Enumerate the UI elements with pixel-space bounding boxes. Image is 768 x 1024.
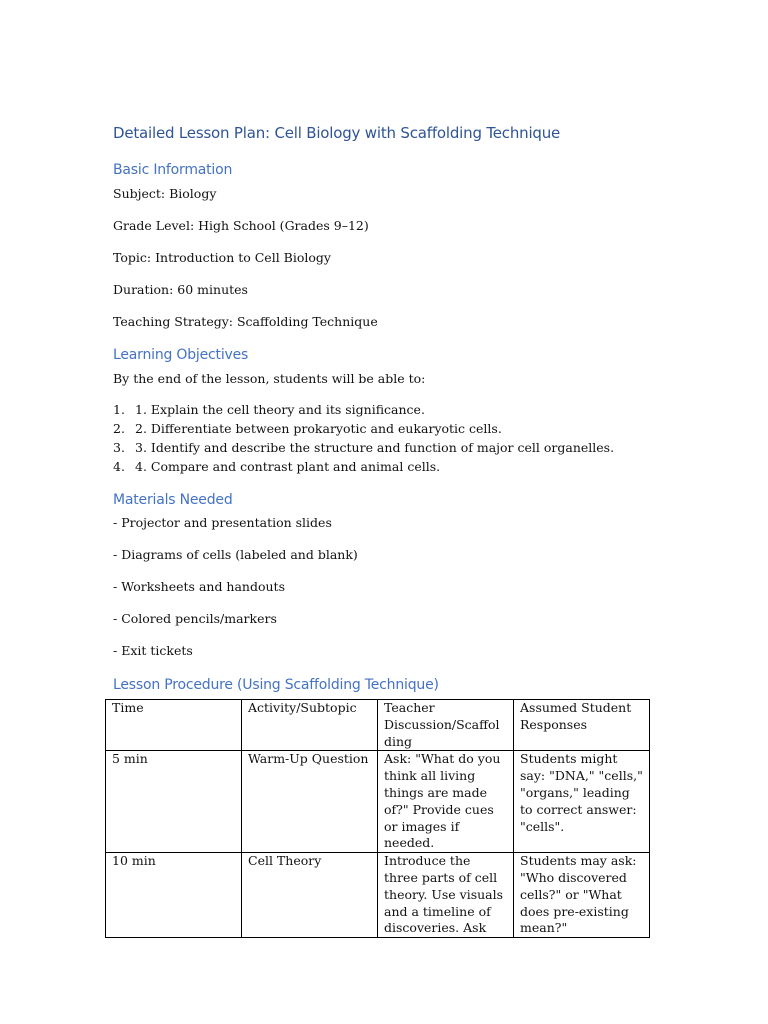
subject-line: Subject: Biology (113, 186, 217, 201)
activity-cell: Warm-Up Question (242, 751, 378, 853)
student-responses-cell: Students might say: "DNA," "cells," "organs," leading to correct answer: "cells". (514, 751, 650, 853)
column-header-teacher-discussion: Teacher Discussion/Scaffolding (378, 700, 514, 751)
materials-needed-heading: Materials Needed (113, 492, 233, 508)
materials-item: - Projector and presentation slides (113, 515, 332, 530)
materials-item: - Colored pencils/markers (113, 611, 277, 626)
objective-text: 1. Explain the cell theory and its significance. (135, 402, 425, 417)
column-header-time: Time (106, 700, 242, 751)
column-header-activity: Activity/Subtopic (242, 700, 378, 751)
time-cell: 5 min (106, 751, 242, 853)
activity-cell: Cell Theory (242, 853, 378, 938)
objective-number: 2. (113, 421, 125, 436)
materials-item: - Diagrams of cells (labeled and blank) (113, 547, 358, 562)
table-row (106, 751, 650, 853)
document-title: Detailed Lesson Plan: Cell Biology with Scaffolding Technique (113, 124, 561, 142)
grade-level-line: Grade Level: High School (Grades 9–12) (113, 218, 369, 233)
materials-item: - Worksheets and handouts (113, 579, 285, 594)
time-cell: 10 min (106, 853, 242, 938)
basic-information-heading: Basic Information (113, 162, 233, 178)
objectives-intro: By the end of the lesson, students will be able to: (113, 371, 426, 386)
teacher-discussion-cell: Introduce the three parts of cell theory. Use visuals and a timeline of discoveries. Ask (378, 853, 514, 938)
objective-item (113, 459, 440, 475)
objective-text: 4. Compare and contrast plant and animal cells. (135, 459, 441, 474)
student-responses-cell: Students may ask: "Who discovered cells?" or "What does pre-existing mean?" (514, 853, 650, 938)
objective-text: 3. Identify and describe the structure and function of major cell organelles. (135, 440, 615, 455)
objective-number: 4. (113, 459, 125, 474)
teaching-strategy-line: Teaching Strategy: Scaffolding Technique (113, 314, 378, 329)
objective-item (113, 440, 614, 456)
objective-text: 2. Differentiate between prokaryotic and eukaryotic cells. (135, 421, 502, 436)
objective-item (113, 402, 425, 418)
lesson-procedure-heading: Lesson Procedure (Using Scaffolding Technique) (113, 677, 439, 693)
duration-line: Duration: 60 minutes (113, 282, 248, 297)
column-header-student-responses: Assumed Student Responses (514, 700, 650, 751)
objective-number: 1. (113, 402, 125, 417)
learning-objectives-heading: Learning Objectives (113, 347, 249, 363)
lesson-procedure-table (105, 699, 650, 938)
topic-line: Topic: Introduction to Cell Biology (113, 250, 331, 265)
table-header-row (106, 700, 650, 751)
table-row (106, 853, 650, 938)
materials-item: - Exit tickets (113, 643, 193, 658)
objective-item (113, 421, 502, 437)
teacher-discussion-cell: Ask: "What do you think all living things are made of?" Provide cues or images if needed. (378, 751, 514, 853)
objective-number: 3. (113, 440, 125, 455)
